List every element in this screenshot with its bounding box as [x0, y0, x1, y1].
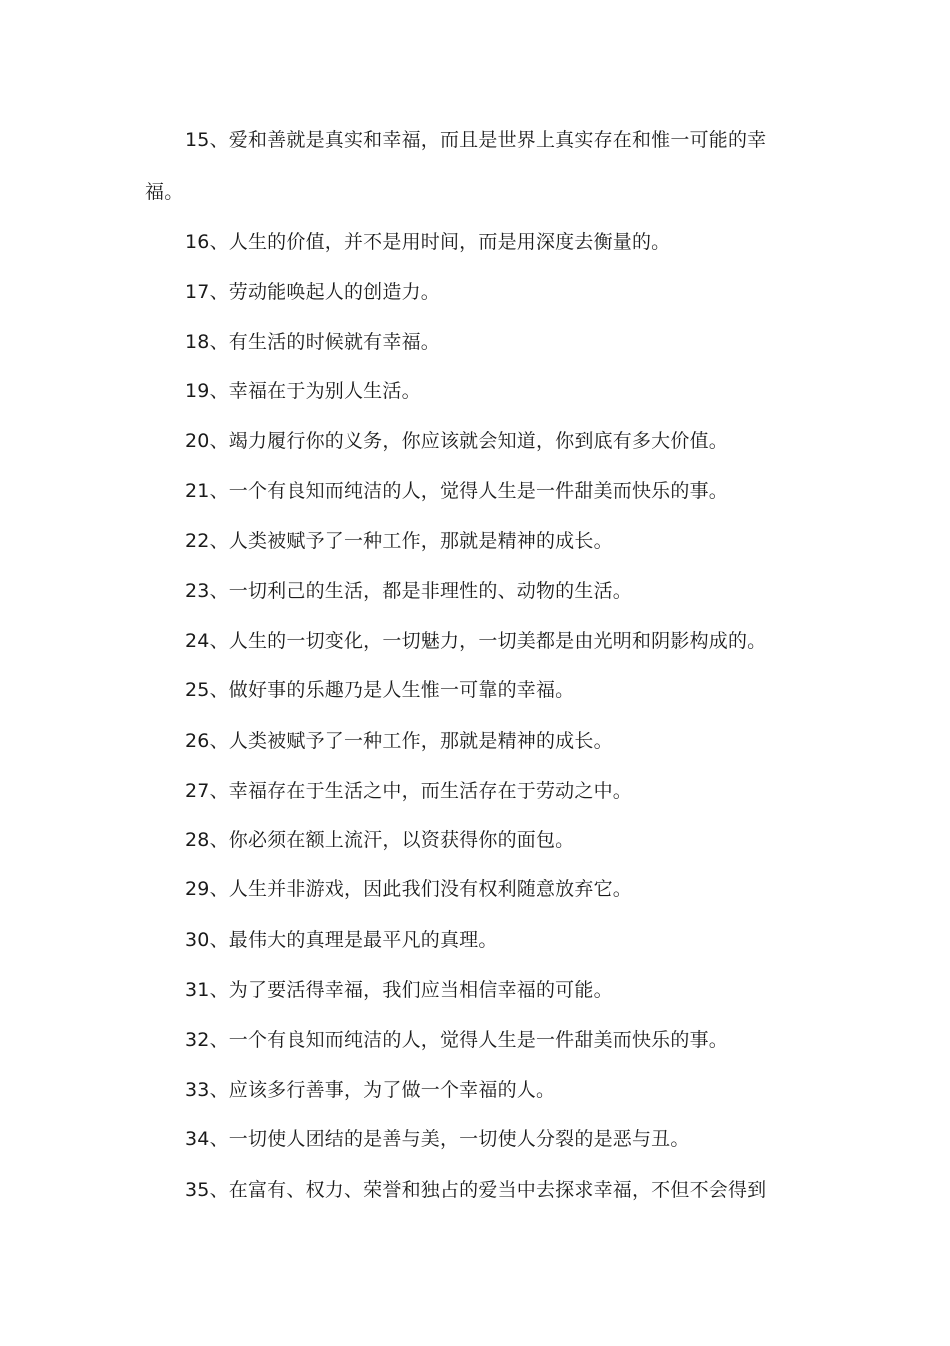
text-line-30: 30、最伟大的真理是最平凡的真理。: [185, 929, 498, 951]
text-line-16: 16、人生的价值，并不是用时间，而是用深度去衡量的。: [185, 231, 671, 253]
text-line-25: 25、做好事的乐趣乃是人生惟一可靠的幸福。: [185, 679, 575, 701]
text-line-23: 23、一切利己的生活，都是非理性的、动物的生活。: [185, 580, 632, 602]
text-line-34: 34、一切使人团结的是善与美，一切使人分裂的是恶与丑。: [185, 1128, 690, 1150]
text-line-28: 28、你必须在额上流汗，以资获得你的面包。: [185, 829, 575, 851]
text-line-26: 26、人类被赋予了一种工作，那就是精神的成长。: [185, 730, 613, 752]
text-line-20: 20、竭力履行你的义务，你应该就会知道，你到底有多大价值。: [185, 430, 728, 452]
text-line-35: 35、在富有、权力、荣誉和独占的爱当中去探求幸福，不但不会得到: [185, 1179, 767, 1201]
text-line-32: 32、一个有良知而纯洁的人，觉得人生是一件甜美而快乐的事。: [185, 1029, 728, 1051]
text-line-15-continued: 福。: [145, 181, 184, 203]
text-line-21: 21、一个有良知而纯洁的人，觉得人生是一件甜美而快乐的事。: [185, 480, 728, 502]
text-line-22: 22、人类被赋予了一种工作，那就是精神的成长。: [185, 530, 613, 552]
text-line-29: 29、人生并非游戏，因此我们没有权利随意放弃它。: [185, 878, 632, 900]
text-line-24: 24、人生的一切变化，一切魅力，一切美都是由光明和阴影构成的。: [185, 630, 767, 652]
text-line-19: 19、幸福在于为别人生活。: [185, 380, 421, 402]
text-line-17: 17、劳动能唤起人的创造力。: [185, 281, 440, 303]
text-line-18: 18、有生活的时候就有幸福。: [185, 331, 440, 353]
text-line-31: 31、为了要活得幸福，我们应当相信幸福的可能。: [185, 979, 613, 1001]
text-line-33: 33、应该多行善事，为了做一个幸福的人。: [185, 1079, 556, 1101]
text-line-15: 15、爱和善就是真实和幸福，而且是世界上真实存在和惟一可能的幸: [185, 129, 767, 151]
text-line-27: 27、幸福存在于生活之中，而生活存在于劳动之中。: [185, 780, 632, 802]
